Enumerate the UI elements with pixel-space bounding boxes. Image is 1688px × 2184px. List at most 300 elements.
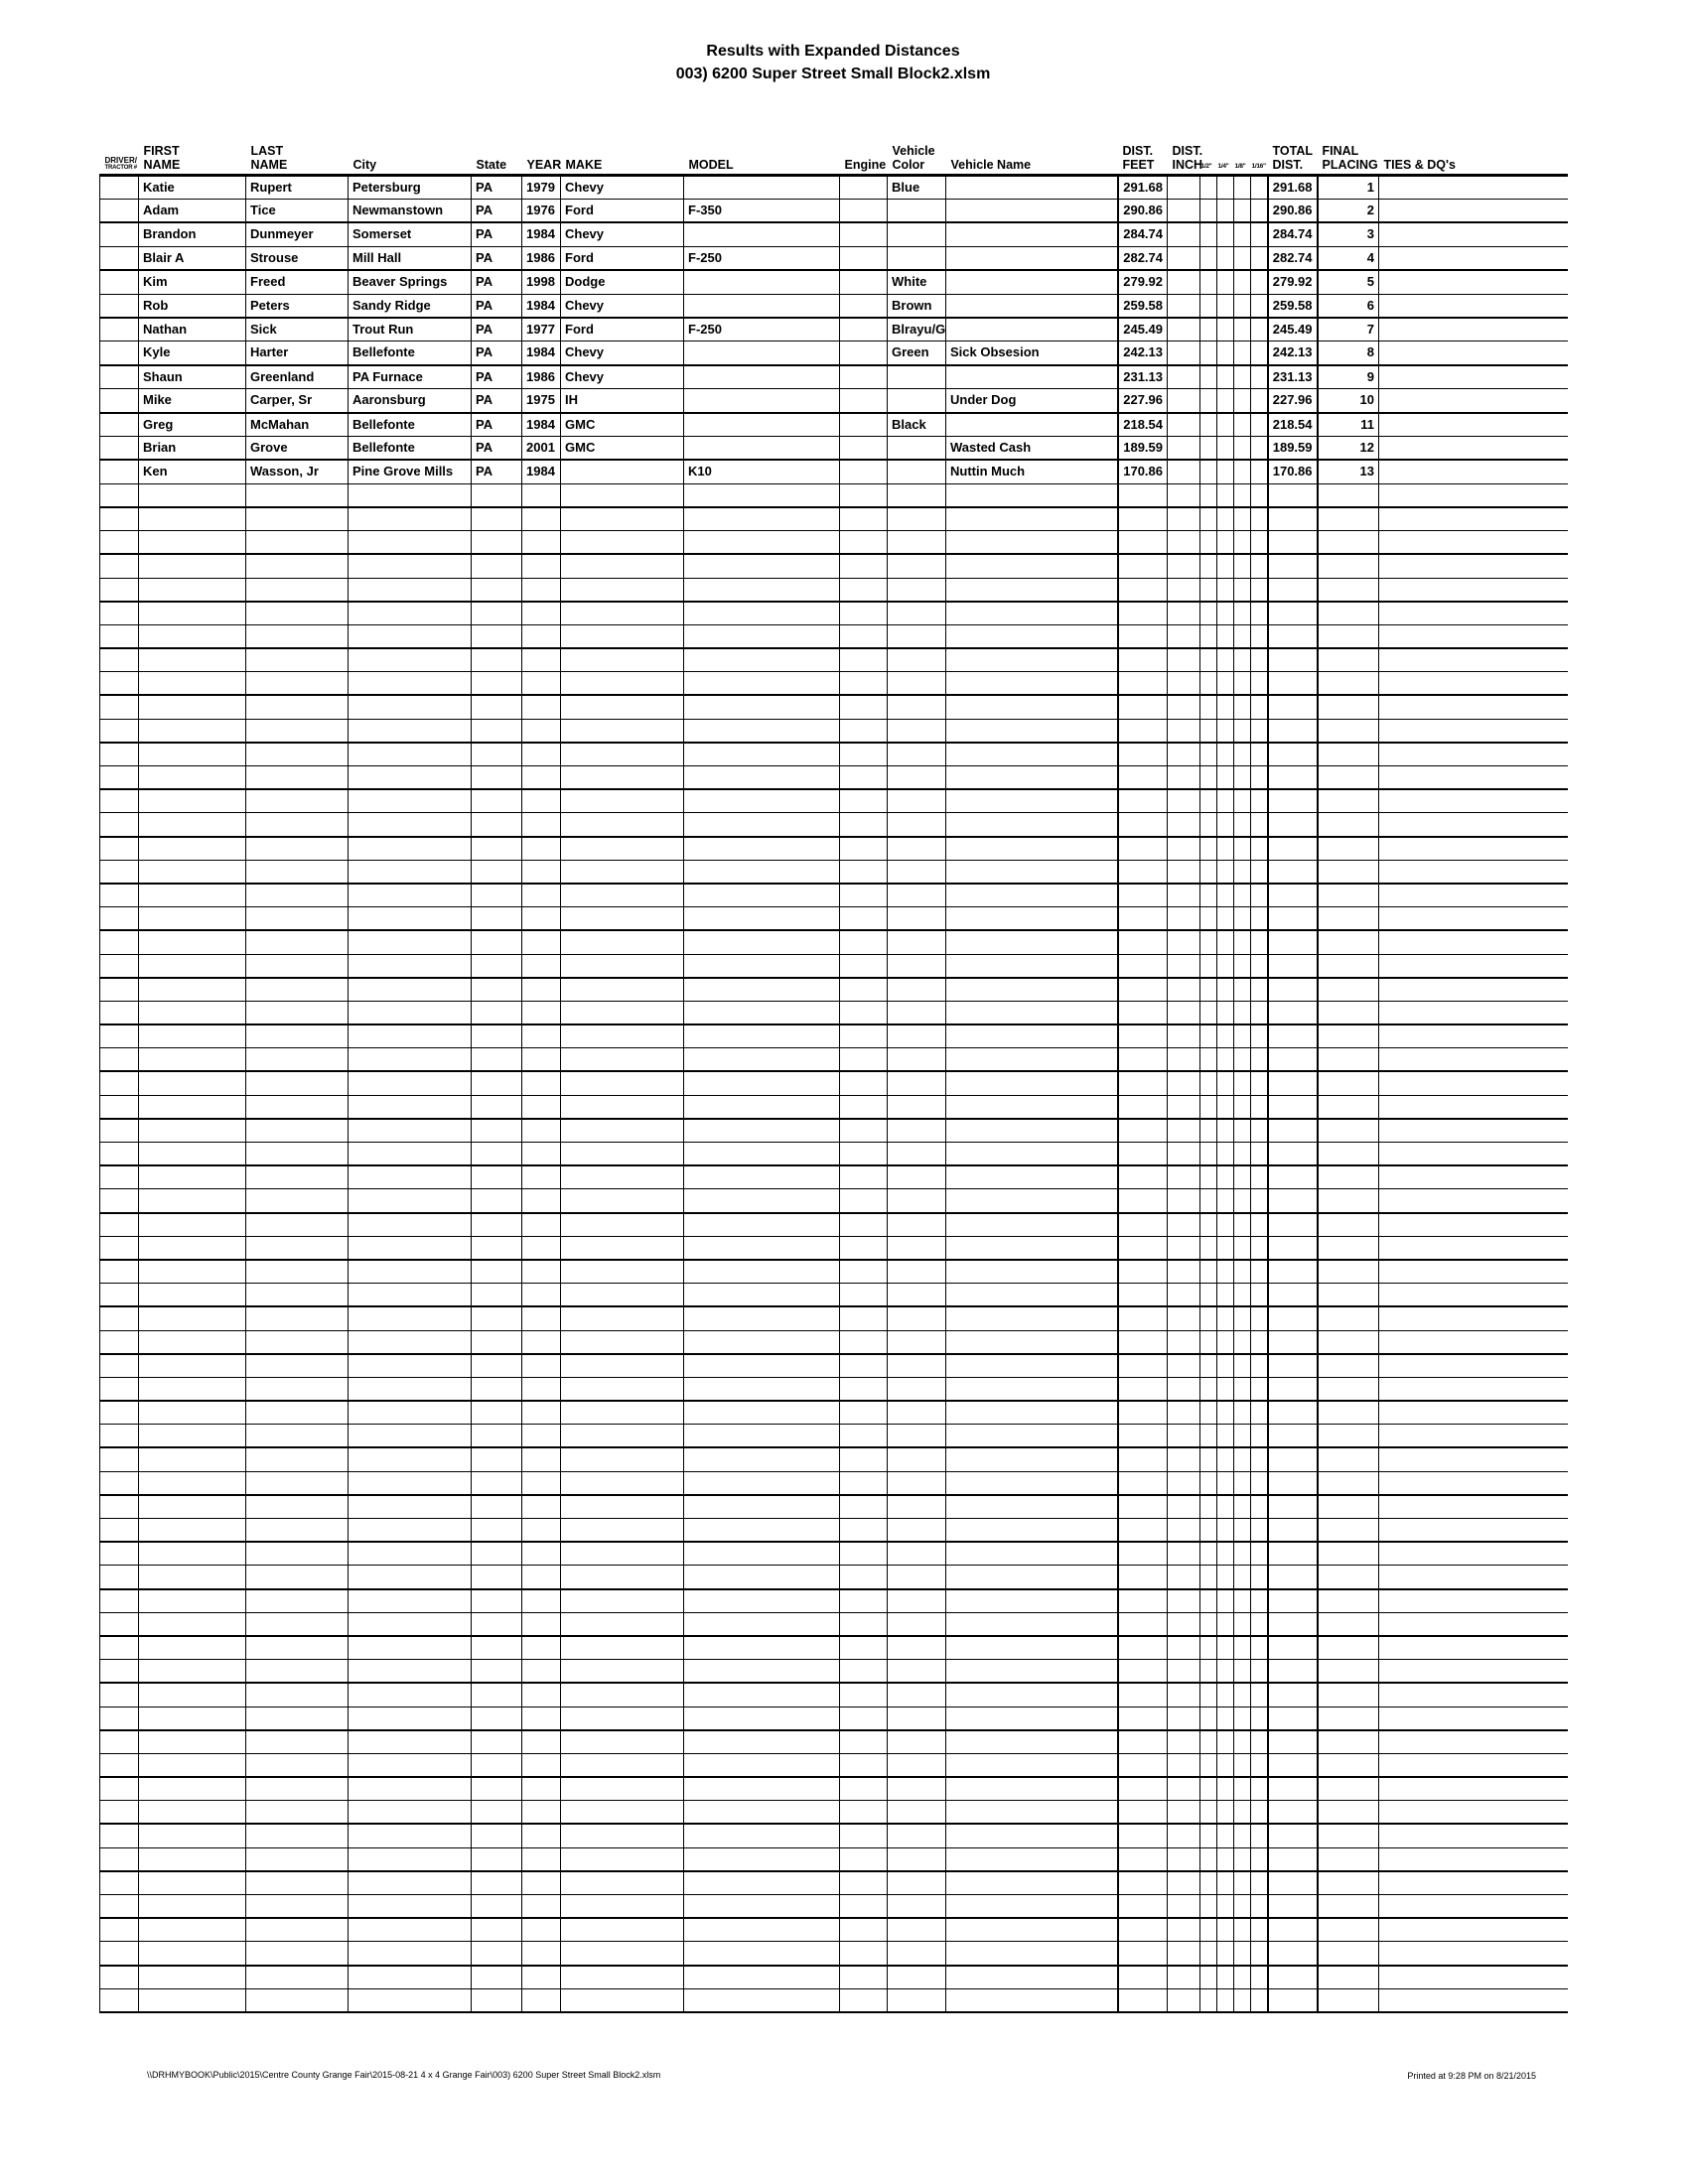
cell-ties [1379, 1095, 1568, 1119]
cell-model [684, 1566, 840, 1589]
cell-city [349, 1001, 472, 1024]
cell-engine [840, 1236, 888, 1260]
cell-color [888, 1095, 946, 1119]
cell-engine [840, 554, 888, 578]
cell-color [888, 766, 946, 790]
cell-model [684, 1189, 840, 1213]
cell-make [561, 1918, 684, 1942]
cell-engine [840, 602, 888, 625]
empty-row [100, 1213, 1568, 1237]
cell-make [561, 507, 684, 531]
cell-driver [100, 1095, 139, 1119]
cell-last [246, 954, 349, 978]
cell-city [349, 1683, 472, 1706]
cell-engine [840, 930, 888, 954]
cell-state [472, 624, 522, 648]
cell-name [946, 554, 1118, 578]
cell-engine [840, 1024, 888, 1048]
empty-row [100, 1143, 1568, 1166]
cell-color [888, 222, 946, 246]
cell-quarter [1217, 648, 1234, 672]
cell-feet [1118, 930, 1168, 954]
cell-eighth [1234, 743, 1251, 766]
cell-color [888, 907, 946, 931]
cell-total [1268, 1189, 1318, 1213]
cell-color [888, 1966, 946, 1989]
cell-model [684, 436, 840, 460]
cell-name [946, 1071, 1118, 1095]
empty-row [100, 1165, 1568, 1189]
cell-ties [1379, 1777, 1568, 1801]
cell-make [561, 1260, 684, 1284]
cell-first [139, 1095, 246, 1119]
cell-engine [840, 789, 888, 813]
cell-total [1268, 1777, 1318, 1801]
cell-first [139, 602, 246, 625]
cell-total [1268, 743, 1318, 766]
cell-model [684, 1024, 840, 1048]
cell-driver [100, 1377, 139, 1401]
cell-state [472, 1918, 522, 1942]
cell-engine [840, 1095, 888, 1119]
cell-state [472, 1425, 522, 1448]
cell-model [684, 554, 840, 578]
cell-color [888, 483, 946, 507]
cell-color [888, 624, 946, 648]
cell-eighth [1234, 1753, 1251, 1777]
cell-driver [100, 1165, 139, 1189]
cell-ties [1379, 1189, 1568, 1213]
cell-quarter [1217, 1119, 1234, 1143]
cell-name [946, 1966, 1118, 1989]
cell-year: 1979 [522, 175, 561, 199]
cell-half [1200, 860, 1217, 884]
cell-state [472, 1942, 522, 1966]
cell-state: PA [472, 318, 522, 341]
cell-placing [1318, 907, 1379, 931]
cell-name [946, 1095, 1118, 1119]
cell-year [522, 1871, 561, 1895]
cell-last [246, 507, 349, 531]
cell-color [888, 837, 946, 861]
cell-driver [100, 1024, 139, 1048]
cell-state: PA [472, 246, 522, 270]
cell-half [1200, 413, 1217, 437]
cell-inch [1168, 507, 1200, 531]
cell-sixteenth [1251, 1988, 1268, 2012]
cell-inch [1168, 602, 1200, 625]
cell-total [1268, 1801, 1318, 1825]
cell-driver [100, 531, 139, 555]
cell-city [349, 860, 472, 884]
cell-ties [1379, 507, 1568, 531]
cell-first: Kim [139, 270, 246, 294]
cell-eighth [1234, 222, 1251, 246]
cell-quarter [1217, 199, 1234, 222]
cell-first: Mike [139, 389, 246, 413]
cell-feet [1118, 766, 1168, 790]
cell-engine [840, 672, 888, 696]
empty-row [100, 1095, 1568, 1119]
cell-year [522, 766, 561, 790]
cell-feet [1118, 1284, 1168, 1307]
cell-first [139, 1660, 246, 1684]
cell-quarter [1217, 789, 1234, 813]
cell-model [684, 1048, 840, 1072]
cell-make [561, 930, 684, 954]
cell-state [472, 695, 522, 719]
cell-sixteenth [1251, 1447, 1268, 1471]
cell-placing [1318, 1918, 1379, 1942]
cell-color [888, 1447, 946, 1471]
cell-quarter [1217, 1425, 1234, 1448]
cell-make [561, 624, 684, 648]
cell-city [349, 1306, 472, 1330]
cell-year [522, 483, 561, 507]
cell-inch [1168, 1777, 1200, 1801]
cell-eighth [1234, 1988, 1251, 2012]
cell-make [561, 1966, 684, 1989]
cell-ties [1379, 1895, 1568, 1919]
cell-name [946, 1471, 1118, 1495]
cell-last [246, 1471, 349, 1495]
cell-ties [1379, 1119, 1568, 1143]
cell-model [684, 1495, 840, 1519]
cell-sixteenth [1251, 648, 1268, 672]
cell-total [1268, 1566, 1318, 1589]
empty-row [100, 1306, 1568, 1330]
cell-ties [1379, 1566, 1568, 1589]
cell-inch [1168, 483, 1200, 507]
cell-feet [1118, 907, 1168, 931]
cell-name [946, 1401, 1118, 1425]
cell-ties [1379, 1871, 1568, 1895]
cell-color [888, 1425, 946, 1448]
cell-half [1200, 1660, 1217, 1684]
cell-feet [1118, 695, 1168, 719]
cell-ties [1379, 294, 1568, 318]
cell-state [472, 531, 522, 555]
cell-engine [840, 1260, 888, 1284]
cell-engine [840, 1847, 888, 1871]
cell-driver [100, 294, 139, 318]
cell-inch [1168, 1918, 1200, 1942]
cell-city [349, 1706, 472, 1730]
cell-color [888, 1895, 946, 1919]
cell-sixteenth [1251, 1260, 1268, 1284]
cell-engine [840, 1824, 888, 1847]
cell-make [561, 554, 684, 578]
cell-feet: 170.86 [1118, 460, 1168, 483]
cell-half [1200, 460, 1217, 483]
cell-city [349, 1966, 472, 1989]
cell-placing: 1 [1318, 175, 1379, 199]
cell-state [472, 1260, 522, 1284]
cell-name [946, 672, 1118, 696]
cell-quarter [1217, 246, 1234, 270]
cell-first [139, 648, 246, 672]
cell-quarter [1217, 1542, 1234, 1566]
cell-total [1268, 483, 1318, 507]
cell-eighth [1234, 813, 1251, 837]
cell-year: 1986 [522, 365, 561, 389]
cell-model [684, 1942, 840, 1966]
cell-engine [840, 1871, 888, 1895]
cell-city [349, 1942, 472, 1966]
cell-state [472, 1284, 522, 1307]
cell-placing [1318, 860, 1379, 884]
cell-model [684, 789, 840, 813]
cell-engine [840, 1330, 888, 1354]
cell-ties [1379, 1589, 1568, 1613]
cell-make [561, 837, 684, 861]
cell-last: Rupert [246, 175, 349, 199]
cell-eighth [1234, 1706, 1251, 1730]
cell-state [472, 1824, 522, 1847]
cell-driver [100, 1660, 139, 1684]
cell-state [472, 1330, 522, 1354]
cell-feet: 291.68 [1118, 175, 1168, 199]
cell-engine [840, 294, 888, 318]
cell-ties [1379, 554, 1568, 578]
cell-inch [1168, 1612, 1200, 1636]
cell-make [561, 1330, 684, 1354]
cell-sixteenth [1251, 460, 1268, 483]
cell-model [684, 837, 840, 861]
cell-name [946, 1354, 1118, 1378]
cell-make [561, 789, 684, 813]
cell-eighth [1234, 294, 1251, 318]
cell-name [946, 789, 1118, 813]
cell-placing [1318, 531, 1379, 555]
cell-first: Adam [139, 199, 246, 222]
cell-make [561, 1165, 684, 1189]
cell-name [946, 246, 1118, 270]
cell-total [1268, 1683, 1318, 1706]
cell-year [522, 789, 561, 813]
column-header-ties: TIES & DQ's [1379, 125, 1568, 175]
cell-color [888, 1001, 946, 1024]
cell-color [888, 1566, 946, 1589]
cell-placing: 12 [1318, 436, 1379, 460]
cell-first [139, 1706, 246, 1730]
cell-eighth [1234, 1024, 1251, 1048]
cell-placing [1318, 1471, 1379, 1495]
cell-feet [1118, 1425, 1168, 1448]
cell-inch [1168, 1942, 1200, 1966]
cell-placing [1318, 1260, 1379, 1284]
cell-half [1200, 1284, 1217, 1307]
cell-year [522, 1753, 561, 1777]
cell-placing [1318, 1847, 1379, 1871]
cell-driver [100, 1495, 139, 1519]
cell-driver [100, 413, 139, 437]
cell-first [139, 1260, 246, 1284]
cell-engine [840, 1001, 888, 1024]
cell-first [139, 1401, 246, 1425]
cell-sixteenth [1251, 766, 1268, 790]
empty-row [100, 1024, 1568, 1048]
cell-model [684, 1236, 840, 1260]
cell-driver [100, 1048, 139, 1072]
cell-ties [1379, 813, 1568, 837]
cell-engine [840, 837, 888, 861]
cell-inch [1168, 1119, 1200, 1143]
cell-model [684, 1589, 840, 1613]
cell-quarter [1217, 1730, 1234, 1754]
cell-eighth [1234, 1824, 1251, 1847]
cell-model [684, 978, 840, 1002]
empty-row [100, 695, 1568, 719]
cell-sixteenth [1251, 1824, 1268, 1847]
cell-quarter [1217, 318, 1234, 341]
cell-placing [1318, 978, 1379, 1002]
cell-ties [1379, 1377, 1568, 1401]
cell-state [472, 1636, 522, 1660]
cell-quarter [1217, 460, 1234, 483]
cell-city [349, 1471, 472, 1495]
cell-total [1268, 1095, 1318, 1119]
cell-city [349, 1048, 472, 1072]
cell-last [246, 837, 349, 861]
cell-city [349, 930, 472, 954]
cell-placing [1318, 789, 1379, 813]
empty-row [100, 672, 1568, 696]
cell-first [139, 1495, 246, 1519]
cell-last [246, 978, 349, 1002]
cell-half [1200, 1260, 1217, 1284]
cell-total [1268, 578, 1318, 602]
cell-ties [1379, 341, 1568, 365]
cell-state [472, 1354, 522, 1378]
empty-row [100, 1330, 1568, 1354]
cell-eighth [1234, 695, 1251, 719]
cell-half [1200, 954, 1217, 978]
empty-row [100, 554, 1568, 578]
cell-model [684, 1824, 840, 1847]
cell-driver [100, 341, 139, 365]
cell-make [561, 483, 684, 507]
cell-feet: 282.74 [1118, 246, 1168, 270]
cell-total [1268, 789, 1318, 813]
cell-make [561, 813, 684, 837]
cell-city [349, 884, 472, 907]
cell-color [888, 672, 946, 696]
cell-engine [840, 1636, 888, 1660]
cell-model: K10 [684, 460, 840, 483]
cell-eighth [1234, 1001, 1251, 1024]
cell-half [1200, 672, 1217, 696]
cell-engine [840, 1143, 888, 1166]
cell-name [946, 1495, 1118, 1519]
cell-engine [840, 719, 888, 743]
cell-driver [100, 766, 139, 790]
cell-last [246, 907, 349, 931]
cell-driver [100, 1895, 139, 1919]
empty-row [100, 1847, 1568, 1871]
cell-state [472, 930, 522, 954]
cell-total [1268, 1589, 1318, 1613]
cell-name [946, 930, 1118, 954]
cell-half [1200, 1895, 1217, 1919]
cell-model [684, 341, 840, 365]
cell-feet [1118, 1966, 1168, 1989]
table-row [100, 294, 1568, 318]
cell-model [684, 578, 840, 602]
cell-inch [1168, 246, 1200, 270]
cell-half [1200, 1447, 1217, 1471]
cell-state [472, 1213, 522, 1237]
cell-model [684, 1753, 840, 1777]
cell-half [1200, 1189, 1217, 1213]
cell-feet [1118, 1189, 1168, 1213]
cell-inch [1168, 1966, 1200, 1989]
empty-row [100, 1871, 1568, 1895]
cell-driver [100, 1401, 139, 1425]
cell-feet [1118, 884, 1168, 907]
cell-make: Chevy [561, 175, 684, 199]
cell-ties [1379, 1918, 1568, 1942]
empty-row [100, 507, 1568, 531]
cell-engine [840, 743, 888, 766]
cell-eighth [1234, 1918, 1251, 1942]
cell-driver [100, 624, 139, 648]
cell-ties [1379, 270, 1568, 294]
cell-half [1200, 930, 1217, 954]
cell-city [349, 554, 472, 578]
cell-half [1200, 648, 1217, 672]
empty-row [100, 1260, 1568, 1284]
cell-color [888, 365, 946, 389]
cell-inch [1168, 318, 1200, 341]
cell-placing [1318, 837, 1379, 861]
cell-driver [100, 648, 139, 672]
cell-model [684, 1354, 840, 1378]
cell-color [888, 1306, 946, 1330]
cell-placing [1318, 1189, 1379, 1213]
cell-first [139, 1354, 246, 1378]
cell-ties [1379, 318, 1568, 341]
cell-model [684, 1777, 840, 1801]
cell-state [472, 1401, 522, 1425]
cell-city [349, 1330, 472, 1354]
cell-state [472, 1801, 522, 1825]
cell-make [561, 1471, 684, 1495]
cell-name [946, 1566, 1118, 1589]
cell-half [1200, 389, 1217, 413]
cell-driver [100, 270, 139, 294]
cell-inch [1168, 1189, 1200, 1213]
cell-inch [1168, 743, 1200, 766]
cell-first [139, 1447, 246, 1471]
cell-sixteenth [1251, 1354, 1268, 1378]
cell-state [472, 1660, 522, 1684]
cell-eighth [1234, 460, 1251, 483]
cell-sixteenth [1251, 1566, 1268, 1589]
cell-total: 279.92 [1268, 270, 1318, 294]
cell-half [1200, 507, 1217, 531]
empty-row [100, 954, 1568, 978]
cell-name [946, 1001, 1118, 1024]
cell-make [561, 1071, 684, 1095]
cell-total [1268, 1213, 1318, 1237]
cell-eighth [1234, 1942, 1251, 1966]
cell-make [561, 1354, 684, 1378]
cell-ties [1379, 413, 1568, 437]
cell-sixteenth [1251, 860, 1268, 884]
cell-sixteenth [1251, 884, 1268, 907]
cell-model [684, 813, 840, 837]
